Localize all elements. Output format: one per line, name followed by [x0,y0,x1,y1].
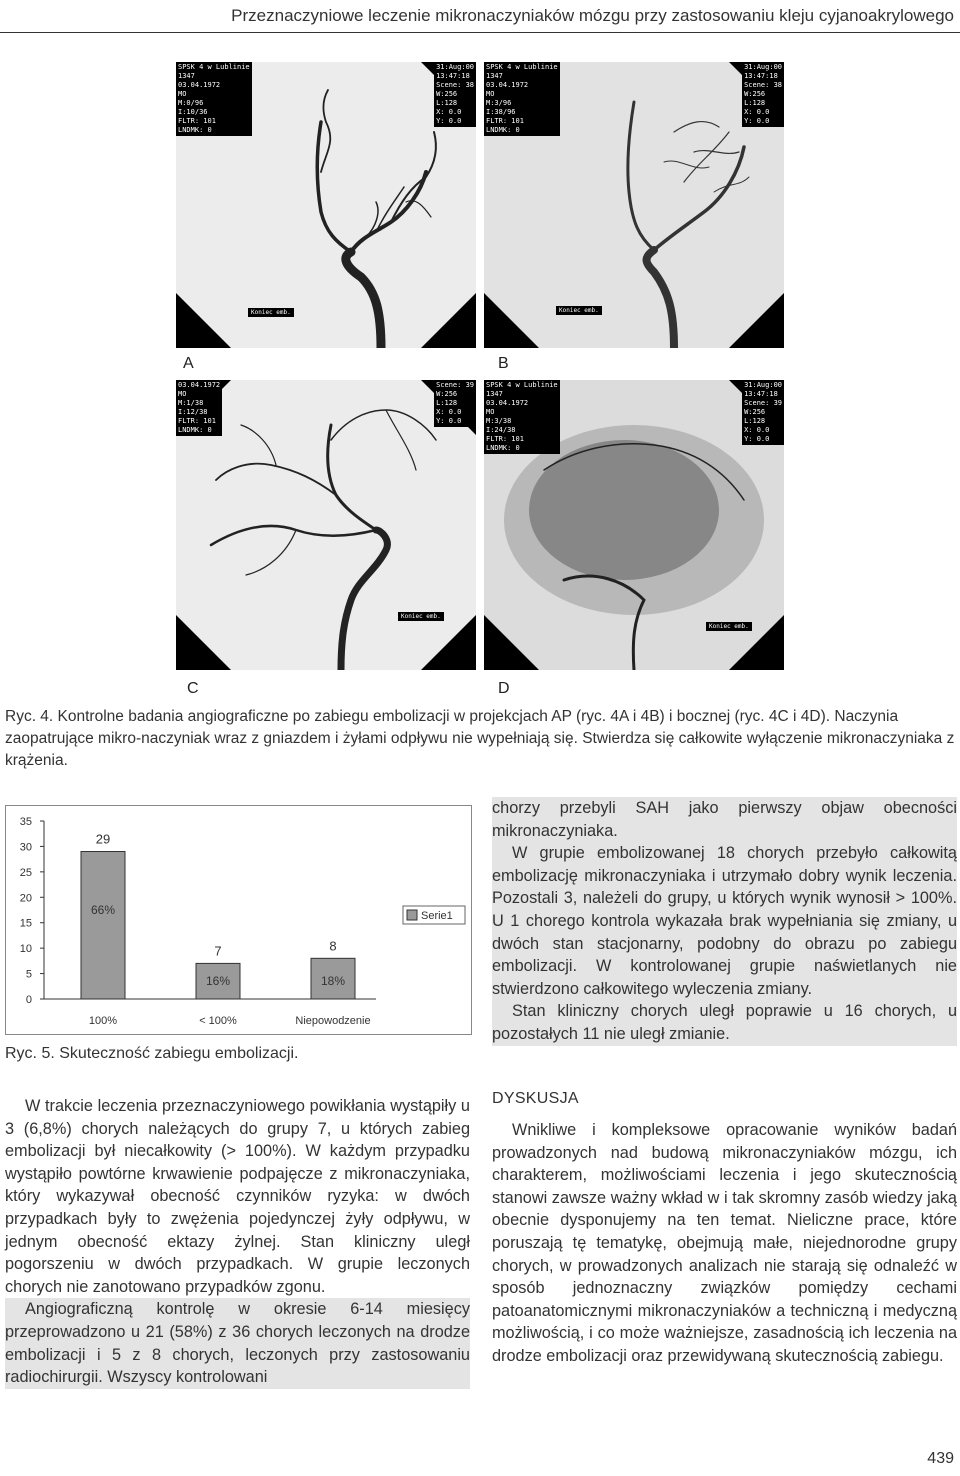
data-label: 29 [95,831,111,847]
overlay-top-right: Scene: 39 W:256 L:128 X: 0.0 Y: 0.0 [436,381,474,425]
figure-4-caption: Ryc. 4. Kontrolne badania angiograficzne po zabiegu embolizacji w projekcjach AP (ryc. 4A i 4B) i bocznej (ryc. 4C i 4D). Naczynia zaopatrujące mikro-naczyniak wraz z gniazdem i żyłami odpływu nie wypełniają się. Stwierdza się całkowite wyłączenie mikronaczyniaka z krążenia. [5,708,955,769]
y-tick-label: 35 [19,816,32,828]
y-tick-label: 5 [25,968,32,981]
y-tick-label: 15 [19,917,32,930]
embolization-effectiveness-chart [6,806,471,1034]
y-tick-label: 25 [19,866,32,879]
chart-frame [5,805,472,1035]
angiogram-panel-a [176,62,476,348]
end-label: Koniec emb. [248,308,294,317]
overlay-top-right: 31:Aug:00 13:47:18 Scene: 38 W:256 L:128 X: 0.0 Y: 0.0 [744,63,782,125]
page-number: 439 [927,1450,954,1467]
right-column-top [492,797,957,1046]
x-tick-label: Niepowodzenie [295,1015,371,1027]
percent-label: 18% [320,974,346,988]
data-label: 7 [214,943,222,959]
paragraph: chorzy przebyli SAH jako pierwszy objaw obecności mikronaczyniaka. [492,799,957,840]
bar [81,852,125,999]
y-tick-label: 0 [25,994,32,1006]
panel-letter-a: A [183,355,194,372]
legend-swatch [407,910,417,920]
x-tick-label: 100% [88,1015,118,1027]
overlay-top-right: 31:Aug:00 13:47:18 Scene: 38 W:256 L:128 X: 0.0 Y: 0.0 [436,63,474,125]
end-label: Koniec emb. [706,622,752,631]
y-tick-label: 20 [19,892,32,905]
right-column-bottom [492,1119,957,1368]
panel-letter-b: B [498,355,509,372]
overlay-top-left: SPSK 4 w Lublinie 1347 03.04.1972 MO M:0/96 I:10/36 FLTR: 101 LNDMK: 0 [178,63,250,134]
left-column [5,1095,470,1389]
running-header-title: Przeznaczyniowe leczenie mikronaczyniaków mózgu przy zastosowaniu kleju cyjanoakrylowego [231,6,954,25]
overlay-top-left: SPSK 4 w Lublinie 1347 03.04.1972 MO M:3/96 I:38/96 FLTR: 101 LNDMK: 0 [486,63,558,134]
panel-letter-c: C [187,680,199,697]
paragraph: Stan kliniczny chorych uległ poprawie u 16 chorych, u pozostałych 11 nie uległ zmianie. [492,1002,957,1043]
highlighted-block [492,797,957,1046]
paragraph-highlighted: Angiograficzną kontrolę w okresie 6-14 miesięcy przeprowadzono u 21 (58%) z 36 chorych leczonych na drodze embolizacji i 5 z 8 chorych, leczonych przy zastosowaniu radiochirurgii. Wszyscy kontrolowani [5,1298,470,1388]
overlay-top-left: SPSK 4 w Lublinie 1347 03.04.1972 MO M:3/38 I:24/38 FLTR: 101 LNDMK: 0 [486,381,558,452]
panel-letter-d: D [498,680,510,697]
running-header [0,0,960,33]
angiogram-panel-b [484,62,784,348]
overlay-top-right: 31:Aug:00 13:47:18 Scene: 39 W:256 L:128 X: 0.0 Y: 0.0 [744,381,782,443]
figure-5-caption: Ryc. 5. Skuteczność zabiegu embolizacji. [5,1045,299,1062]
angiogram-panel-c [176,380,476,670]
y-tick-label: 30 [19,841,32,854]
section-title: DYSKUSJA [492,1090,579,1107]
legend-label: Serie1 [421,910,453,922]
angiogram-panel-d [484,380,784,670]
paragraph: W grupie embolizowanej 18 chorych przebyło całkowitą embolizację mikronaczyniaka i utrzymało dobry wynik leczenia. Pozostali 3, należeli do grupy, u których wynik wynosił > 100%. U 1 chorego kontrola wykazała brak wypełniania się zmiany, u dwóch stan stacjonarny, podobny do obrazu po zabiegu embolizacji. W kontrolowanej grupie naświetlanych nie stwierdzono całkowitego wyleczenia zmiany. [492,844,957,998]
data-label: 8 [329,938,337,954]
overlay-top-left: 03.04.1972 MO M:1/38 I:12/38 FLTR: 101 LNDMK: 0 [178,381,221,434]
paragraph: W trakcie leczenia przeznaczyniowego powikłania wystąpiły u 3 (6,8%) chorych należących do grupy 7, u których zabieg embolizacji był niecałkowity (> 100%). W każdym przypadku wystąpiło powtórne krwawienie podpajęcze z mikronaczyniaka, który wykazywał obecność czynników ryzyka: w dwóch przypadkach były to zwężenia pojedynczej żyły odpływu, w jednym obecność ektazy żylnej. Stan kliniczny uległ pogorszeniu w dwóch przypadkach. W grupie leczonych chorych nie zanotowano przypadków zgonu. [5,1097,470,1296]
percent-label: 66% [90,903,116,917]
percent-label: 16% [205,974,231,988]
end-label: Koniec emb. [398,612,444,621]
y-tick-label: 10 [19,943,32,956]
paragraph: Wnikliwe i kompleksowe opracowanie wyników badań prowadzonych nad budową mikronaczyniaków mózgu, ich charakterem, możliwościami leczenia i jego skutecznością stanowi zawsze ważny wkład w i tak skromny zasób wiedzy jaką obecnie dysponujemy na ten temat. Nieliczne prace, które poruszają tę tematykę, obejmują małe, niejednorodne grupy chorych, w prowadzonych analizach nie starają się odnaleźć w sposób jednoznaczny związków pomiędzy cechami patoanatomicznymi mikronaczyniaków a techniczną i medyczną możliwością, i co może ważniejsze, zasadnością ich leczenia na drodze embolizacji oraz przewidywaną skutecznością zabiegu. [492,1121,957,1365]
end-label: Koniec emb. [556,306,602,315]
x-tick-label: < 100% [199,1015,237,1027]
